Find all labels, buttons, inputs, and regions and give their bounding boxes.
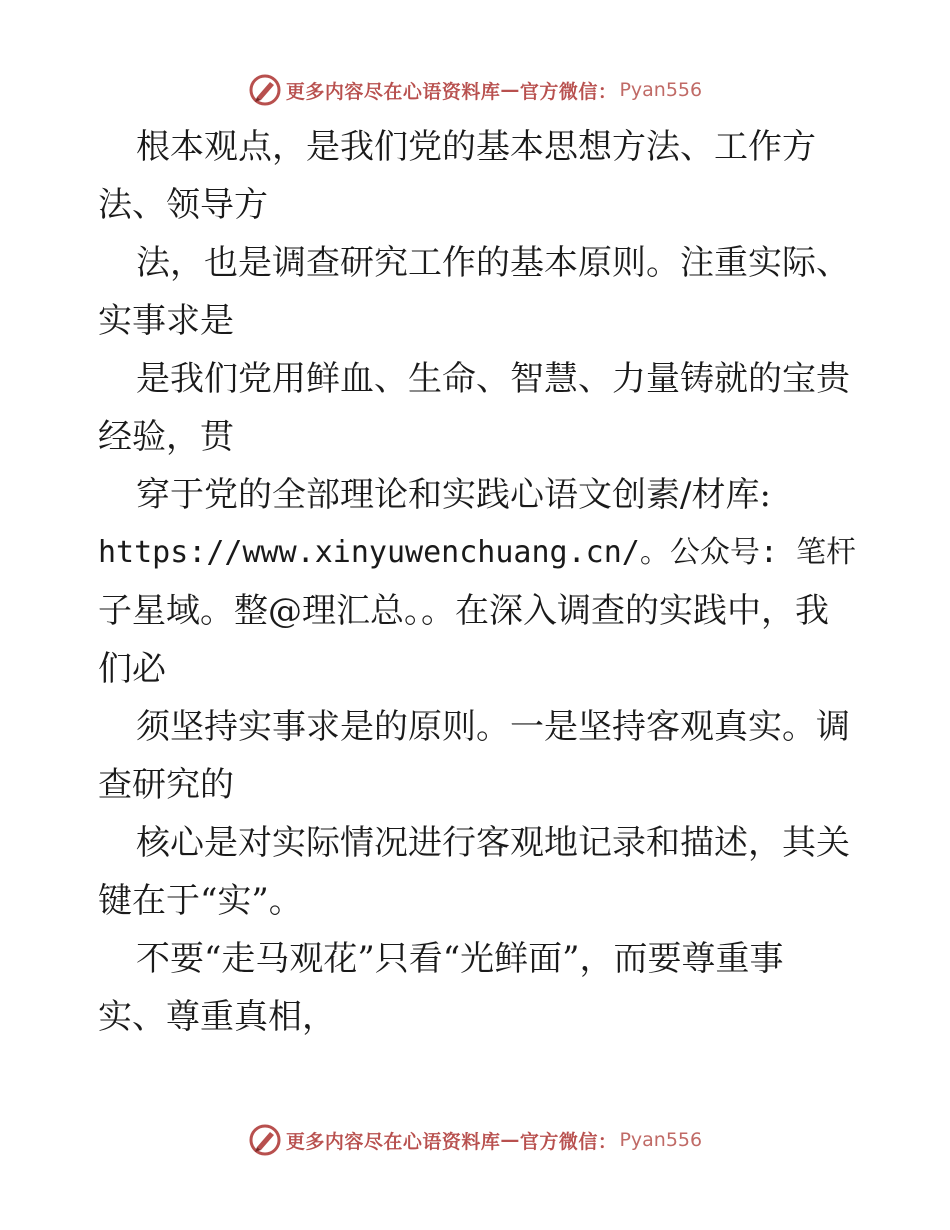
footer-banner xyxy=(0,1120,950,1160)
text-line: 是我们党用鲜血、生命、智慧、力量铸就的宝贵 xyxy=(136,359,850,399)
banner-wechat-label: 官方微信： xyxy=(519,80,618,103)
text-line: 穿于党的全部理论和实践心语文创素/材库: xyxy=(136,475,771,515)
banner-dash: — xyxy=(500,1129,520,1151)
document-body xyxy=(98,118,858,1046)
banner-title: 更多内容尽在心语资料库 xyxy=(285,1130,501,1153)
header-banner xyxy=(0,70,950,110)
text-line: 须坚持实事求是的原则。一是坚持客观真实。调 xyxy=(136,707,850,747)
banner-wechat-id: Pyan556 xyxy=(619,1129,703,1151)
text-line: 子星域。整@理汇总。。在深入调查的实践中，我 xyxy=(98,591,829,631)
text-line: 实事求是 xyxy=(98,301,234,341)
text-line: 法、领导方 xyxy=(98,185,268,225)
text-line: 核心是对实际情况进行客观地记录和描述，其关 xyxy=(136,823,850,863)
text-line: 键在于“实”。 xyxy=(98,881,303,921)
text-line: 不要“走马观花”只看“光鲜面”，而要尊重事 xyxy=(136,939,784,979)
text-line: 实、尊重真相， xyxy=(98,997,336,1037)
banner-wechat-id: Pyan556 xyxy=(619,79,703,101)
banner-dash: — xyxy=(500,79,520,101)
text-line-url: https://www.xinyuwenchuang.cn/。公众号: 笔杆 xyxy=(98,535,856,570)
text-line: 们必 xyxy=(98,649,166,689)
brush-logo-icon xyxy=(248,73,282,107)
text-line: 根本观点，是我们党的基本思想方法、工作方 xyxy=(136,127,816,167)
text-line: 查研究的 xyxy=(98,765,234,805)
banner-wechat-label: 官方微信： xyxy=(519,1130,618,1153)
brush-logo-icon xyxy=(248,1123,282,1157)
text-line: 经验，贯 xyxy=(98,417,234,457)
banner-title: 更多内容尽在心语资料库 xyxy=(285,80,501,103)
text-line: 法，也是调查研究工作的基本原则。注重实际、 xyxy=(136,243,850,283)
